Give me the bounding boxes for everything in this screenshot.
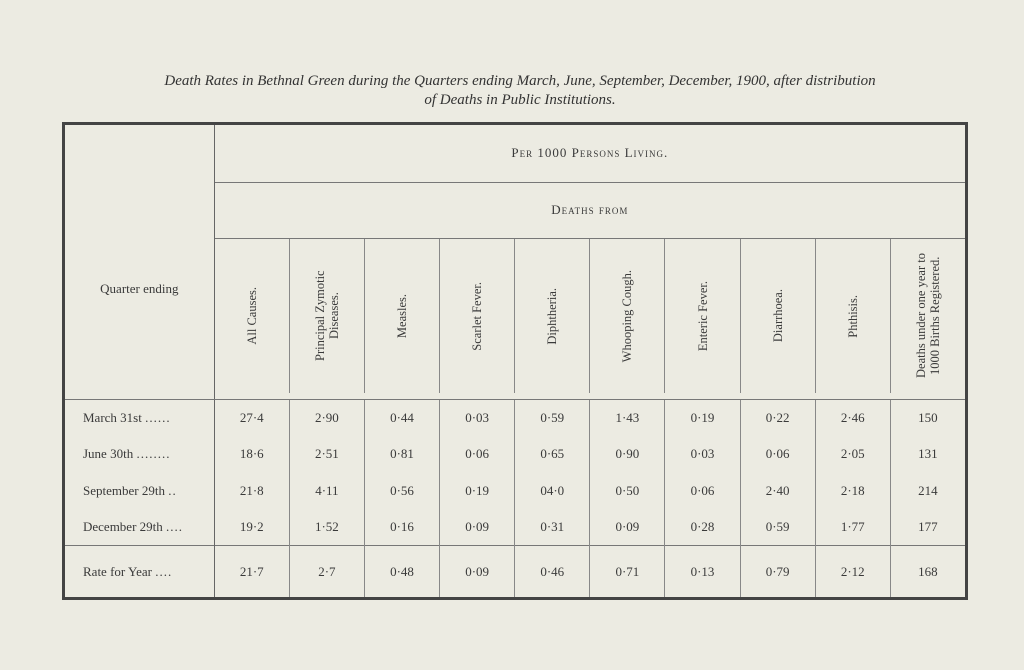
table-cell: 131 [918, 446, 938, 462]
table-cell: 2·51 [289, 436, 364, 472]
table-cell: 1·77 [815, 509, 890, 546]
row-label-text: December 29th [83, 519, 163, 535]
column-header-label: Phthisis. [845, 294, 860, 338]
column-header [590, 239, 665, 393]
table-cell: 214 [918, 482, 938, 498]
table-row [65, 473, 965, 509]
table-cell: 0·59 [740, 509, 815, 546]
table-cell: 0·13 [665, 546, 740, 597]
header-separator [65, 393, 965, 400]
row-label-text: June 30th [83, 446, 134, 462]
table-cell: 150 [918, 410, 938, 426]
table-cell: 0·19 [440, 473, 515, 509]
table-cell: 1·52 [289, 509, 364, 546]
table-row [65, 509, 965, 546]
table-cell: 19·2 [214, 509, 289, 546]
table-cell: 0·22 [740, 399, 815, 436]
table-cell: 4·11 [289, 473, 364, 509]
table-cell: 2·18 [815, 473, 890, 509]
table-cell: 2·40 [740, 473, 815, 509]
death-rates-table-frame [62, 122, 968, 600]
table-cell: 0·06 [665, 473, 740, 509]
column-header [364, 239, 439, 393]
column-header-label: Diarrhoea. [770, 289, 785, 343]
table-cell: 1·43 [590, 399, 665, 436]
table-cell: 0·31 [515, 509, 590, 546]
table-cell: 168 [890, 546, 965, 597]
column-header [890, 239, 965, 393]
table-cell: 0·06 [440, 436, 515, 472]
table-cell: 0·50 [590, 473, 665, 509]
table-title [60, 72, 980, 110]
row-label-dots: ........ [136, 446, 171, 462]
column-header-label: Measles. [395, 293, 410, 339]
table-cell: 0·06 [740, 436, 815, 472]
row-label-text: Rate for Year [83, 563, 152, 579]
table-cell: 0·09 [440, 546, 515, 597]
column-header [740, 239, 815, 393]
column-header-label: Diphtheria. [545, 287, 560, 345]
table-cell: 0·46 [515, 546, 590, 597]
row-label [65, 399, 214, 436]
column-header-label: Principal Zymotic Diseases. [312, 270, 341, 362]
column-header [815, 239, 890, 393]
column-header [214, 239, 289, 393]
table-row [65, 399, 965, 436]
row-label-dots: .. [168, 482, 177, 498]
deaths-from-header: Deaths from [214, 182, 965, 239]
table-cell: 0·09 [590, 509, 665, 546]
table-cell: 27·4 [214, 399, 289, 436]
table-cell: 04·0 [515, 473, 590, 509]
table-cell: 0·90 [590, 436, 665, 472]
column-header-label: Enteric Fever. [695, 280, 710, 352]
table-cell: 2·12 [815, 546, 890, 597]
table-cell: 0·56 [364, 473, 439, 509]
row-label-dots: ...... [145, 410, 171, 426]
table-row [65, 546, 965, 597]
column-header-label: Whooping Cough. [620, 269, 635, 363]
table-cell: 0·59 [515, 399, 590, 436]
column-header-label: All Causes. [244, 287, 259, 345]
column-header [440, 239, 515, 393]
table-cell: 18·6 [214, 436, 289, 472]
table-cell: 0·03 [440, 399, 515, 436]
table-cell: 2·05 [815, 436, 890, 472]
row-label [65, 546, 214, 597]
row-label-text: March 31st [83, 410, 142, 426]
table-cell: 0·03 [665, 436, 740, 472]
table-cell: 0·79 [740, 546, 815, 597]
table-cell: 21·8 [214, 473, 289, 509]
table-cell: 21·7 [214, 546, 289, 597]
column-header [289, 239, 364, 393]
table-cell: 0·44 [364, 399, 439, 436]
table-cell: 0·19 [665, 399, 740, 436]
title-line-1: Death Rates in Bethnal Green during the Quarters ending March, June, September, December, 1900, after distribution [164, 73, 876, 89]
row-label [65, 436, 214, 472]
table-cell: 0·09 [440, 509, 515, 546]
row-label [65, 473, 214, 509]
table-cell: 0·16 [364, 509, 439, 546]
column-header [515, 239, 590, 393]
table-cell: 0·65 [515, 436, 590, 472]
row-label-dots: .... [166, 519, 184, 535]
quarter-ending-header: Quarter ending [65, 125, 214, 393]
table-row [65, 436, 965, 472]
table-cell: 2·90 [289, 399, 364, 436]
table-cell: 2·46 [815, 399, 890, 436]
column-header [665, 239, 740, 393]
table-cell: 0·48 [364, 546, 439, 597]
table-cell: 0·81 [364, 436, 439, 472]
title-line-2: of Deaths in Public Institutions. [424, 92, 616, 108]
column-header-label: Scarlet Fever. [470, 281, 485, 351]
table-cell: 0·28 [665, 509, 740, 546]
per-1000-header: Per 1000 Persons Living. [214, 125, 965, 182]
row-label [65, 509, 214, 546]
table-cell: 0·71 [590, 546, 665, 597]
death-rates-table [65, 125, 965, 597]
column-header-label: Deaths under one year to 1000 Births Registered. [913, 253, 942, 379]
table-cell: 177 [918, 519, 938, 535]
row-label-dots: .... [155, 563, 173, 579]
table-cell: 2·7 [289, 546, 364, 597]
row-label-text: September 29th [83, 482, 165, 498]
